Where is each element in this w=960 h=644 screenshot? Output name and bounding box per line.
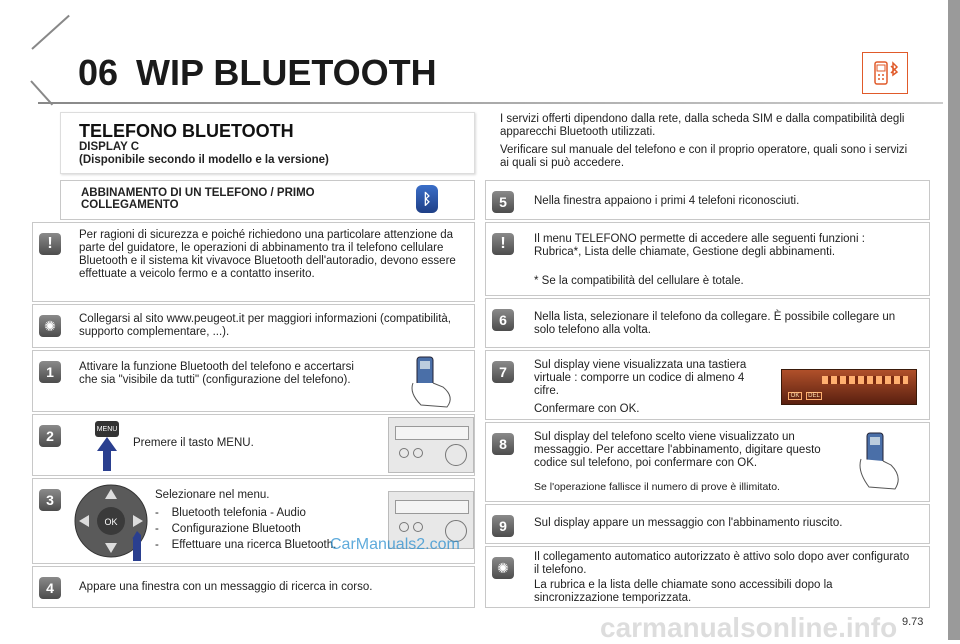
info-text: Il collegamento automatico autorizzato è attivo solo dopo aver configurato il telefono. (534, 551, 910, 576)
warning-box (32, 222, 475, 302)
step-text: Sul display viene visualizzata una tastiera virtuale : comporre un codice di almeno 4 cifre. (534, 359, 747, 397)
intro-right-text (500, 113, 915, 170)
watermark-carmanualsonline: carmanualsonline.info (600, 612, 898, 643)
info-box (32, 304, 475, 348)
watermark-carmanuals2: CarManuals2.com (330, 536, 460, 553)
step-text-2: Confermare con OK. (534, 403, 640, 415)
warning-text: Il menu TELEFONO permette di accedere alle seguenti funzioni : Rubrica*, Lista delle chiamate, Gestione degli abbinamenti. (534, 233, 865, 258)
verify-paragraph: Verificare sul manuale del telefono e con il proprio operatore, quali sono i servizi ai quali si può accedere. (500, 144, 908, 169)
pairing-title-line1: ABBINAMENTO DI UN TELEFONO / PRIMO (81, 187, 315, 199)
step-number: 6 (492, 309, 514, 331)
step-text: Nella finestra appaiono i primi 4 telefoni riconosciuti. (534, 195, 800, 207)
step-text: Attivare la funzione Bluetooth del telefono e accertarsi che sia "visibile da tutti" (configurazione del telefono). (79, 361, 354, 386)
chapter-title: WIP BLUETOOTH (136, 52, 437, 93)
menu-path-item: - Effettuare una ricerca Bluetooth. (155, 539, 337, 551)
page-number: 9.73 (902, 616, 924, 628)
step-number: 8 (492, 433, 514, 455)
step-text: Nella lista, selezionare il telefono da collegare. È possibile collegare un solo telefono alla volta. (534, 311, 896, 336)
availability-note: (Disponibile secondo il modello e la versione) (79, 154, 329, 166)
step-text: Sul display del telefono scelto viene visualizzato un messaggio. Per accettare l'abbinamento, digitare questo codice sul telefono, poi confermare con OK. (534, 431, 821, 469)
step-9-box (485, 504, 930, 544)
step-number: 5 (492, 191, 514, 213)
step-1-box (32, 350, 475, 412)
phone-in-hand-icon (403, 353, 463, 411)
step-2-box (32, 414, 475, 476)
menu-path-item: - Configurazione Bluetooth (155, 523, 301, 535)
step-8-box (485, 422, 930, 502)
step-intro: Selezionare nel menu. (155, 489, 270, 501)
display-type: DISPLAY C (79, 141, 140, 153)
info-box-2 (485, 546, 930, 608)
bluetooth-icon: ᛒ (416, 185, 438, 213)
step-text: Appare una finestra con un messaggio di ricerca in corso. (79, 581, 373, 593)
exclamation-icon: ! (39, 233, 61, 255)
bluetooth-phone-icon (862, 52, 908, 94)
chapter-number: 06 (78, 52, 119, 93)
step-5-box (485, 180, 930, 220)
radio-unit-image (388, 417, 474, 473)
svg-text:OK: OK (104, 517, 118, 527)
page-sidebar-tab (948, 0, 960, 640)
header-decor-line (31, 15, 69, 50)
navigation-pad-icon (71, 481, 153, 563)
exclamation-icon: ! (492, 233, 514, 255)
section-title: TELEFONO BLUETOOTH (79, 121, 294, 141)
lightbulb-icon: ✺ (39, 315, 61, 337)
pairing-title-line2: COLLEGAMENTO (81, 199, 179, 211)
menu-path-item: - Bluetooth telefonia - Audio (155, 507, 306, 519)
intro-box (60, 112, 475, 174)
step-text: Premere il tasto MENU. (133, 437, 254, 449)
step-number: 9 (492, 515, 514, 537)
menu-key: MENU (95, 421, 119, 437)
warning-text: Per ragioni di sicurezza e poiché richiedono una particolare attenzione da parte del guidatore, le operazioni di abbinamento tra il telefono cellulare Bluetooth e il sistema kit vivavoce Bluetooth dell'autoradio, devono essere effettuate a veicolo fermo e a contatto inserito. (79, 229, 456, 280)
arrow-up-icon (97, 437, 117, 471)
step-7-box (485, 350, 930, 420)
step-number: 1 (39, 361, 61, 383)
step-number: 7 (492, 361, 514, 383)
services-paragraph: I servizi offerti dipendono dalla rete, dalla scheda SIM e dalla compatibilità degli apparecchi Bluetooth utilizzati. (500, 113, 905, 138)
header-underline (38, 102, 943, 104)
step-number: 2 (39, 425, 61, 447)
lightbulb-icon: ✺ (492, 557, 514, 579)
pairing-title-box (60, 180, 475, 220)
footnote: * Se la compatibilità del cellulare è totale. (534, 275, 744, 287)
info-text-2: La rubrica e la lista delle chiamate sono accessibili dopo la sincronizzazione temporizzata. (534, 579, 833, 604)
phone-in-hand-icon (851, 429, 911, 495)
step-text: Sul display appare un messaggio con l'abbinamento riuscito. (534, 517, 843, 529)
step-note: Se l'operazione fallisce il numero di prove è illimitato. (534, 481, 780, 493)
warning-box-2 (485, 222, 930, 296)
step-number: 4 (39, 577, 61, 599)
menu-path-list (155, 505, 336, 553)
virtual-keyboard-screen: OK DEL (781, 369, 917, 405)
info-text: Collegarsi al sito www.peugeot.it per maggiori informazioni (compatibilità, supporto complementare, ...). (79, 313, 451, 338)
step-number: 3 (39, 489, 61, 511)
step-4-box (32, 566, 475, 608)
step-6-box (485, 298, 930, 348)
